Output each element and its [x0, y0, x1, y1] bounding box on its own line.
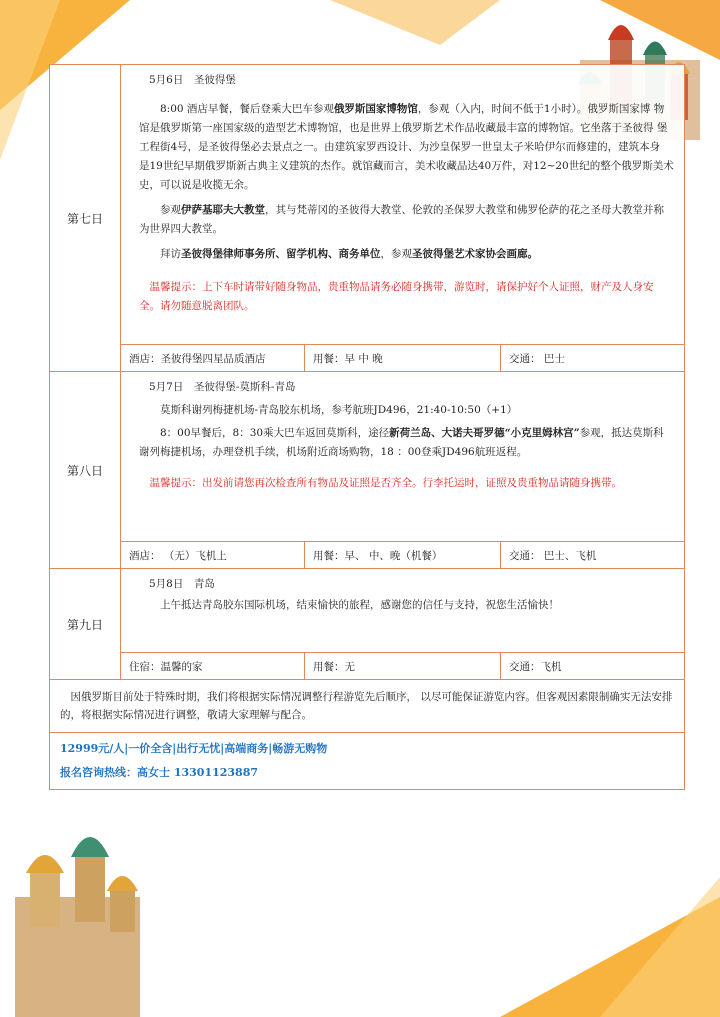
price-line: 12999元/人|一价全含|出行无忧|高端商务|畅游无购物: [60, 742, 328, 755]
day-row-7: [50, 65, 684, 372]
day-place: 圣彼得堡-莫斯科-青岛: [193, 381, 296, 393]
transport-cell: 交通： 巴士、飞机: [509, 549, 597, 562]
day-row-9: [50, 569, 684, 680]
hotel-cell: 住宿：温馨的家: [121, 653, 305, 679]
cathedral-bottom-left: [0, 817, 160, 1017]
highlight: 新荷兰岛、大诺夫哥罗德“小克里姆林宫”: [389, 427, 580, 439]
flight-info: 莫斯科谢列梅捷机场-青岛胶东机场，参考航班JD496，21:40-10:50（+1）: [160, 404, 518, 416]
day-row-8: [50, 372, 684, 569]
day-date: 5月6日: [149, 74, 184, 86]
day-footer: [121, 541, 684, 568]
meals-cell: 用餐：早、 中、晚（机餐）: [305, 542, 501, 568]
meals-cell: 用餐：早 中 晚: [305, 345, 501, 371]
day-date: 5月7日: [149, 381, 184, 393]
highlight: 伊萨基耶夫大教堂: [181, 204, 265, 216]
warning-text: 温馨提示：上下车时请带好随身物品，贵重物品请务必随身携带，游览时，请保护好个人证照，财产及人身安全。请勿随意脱离团队。: [139, 281, 654, 312]
day-footer: [121, 344, 684, 371]
day-place: 青岛: [193, 578, 215, 590]
day-content: [121, 65, 684, 344]
day-label: 第八日: [50, 372, 121, 568]
paragraph: 参观伊萨基耶夫大教堂，其与梵蒂冈的圣彼得大教堂、伦敦的圣保罗大教堂和佛罗伦萨的花之圣母大教堂并称为世界四大教堂。: [139, 204, 664, 235]
day-header: [139, 71, 674, 90]
highlight: 俄罗斯国家博物馆: [333, 103, 418, 115]
day-date: 5月8日: [149, 578, 184, 590]
itinerary-table: [49, 64, 685, 790]
orange-triangle-top: [330, 0, 500, 45]
paragraph: 拜访圣彼得堡律师事务所、留学机构、商务单位，参观圣彼得堡艺术家协会画廊。: [160, 248, 538, 260]
orange-triangle-bottom-light: [600, 877, 720, 1017]
bottom-right-decoration: [460, 877, 720, 1017]
hotel-cell: 酒店：圣彼得堡四星品质酒店: [121, 345, 305, 371]
highlight: 圣彼得堡律师事务所、留学机构、商务单位: [181, 248, 381, 260]
paragraph: 8：00早餐后，8：30乘大巴车返回莫斯科，途径新荷兰岛、大诺夫哥罗德“小克里姆林宫”参观，抵达莫斯科谢列梅捷机场，办理登机手续，机场附近商场购物，18 ：00登乘JD496航班返程。: [139, 427, 664, 458]
notice-text: 因俄罗斯目前处于特殊时期，我们将根据实际情况调整行程游览先后顺序， 以尽可能保证游览内容。但客观因素限制确实无法安排的，将根据实际情况进行调整，敬请大家理解与配合。: [50, 680, 684, 733]
day-place: 圣彼得堡: [193, 74, 236, 86]
warning-text: 温馨提示：出发前请您再次检查所有物品及证照是否齐全。行李托运时，证照及贵重物品请随身携带。: [149, 477, 622, 489]
day-content: [121, 372, 684, 541]
transport-cell: 交通：飞机: [509, 660, 562, 673]
meals-cell: 用餐：无: [305, 653, 501, 679]
paragraph: 8:00 酒店早餐，餐后登乘大巴车参观俄罗斯国家博物馆，参观（入内，时间不低于1小时）。俄罗斯国家博 物馆是俄罗斯第一座国家级的造型艺术博物馆，也是世界上俄罗斯艺术作品收藏最丰富的博物馆。它坐落于圣彼得 堡工程街4号，是圣彼得堡必去景点之一。由建筑家罗西设计、为沙皇保罗一世皇太子米哈伊尔而修建的，建筑本身 是19世纪早期俄罗斯新古典主义建筑的杰作。就馆藏而言，美术收藏品达40万件，对12~20世纪的整个俄罗斯美术 史，可以说是收揽无余。: [139, 103, 674, 191]
day-header: [139, 378, 674, 397]
transport-cell: 交通： 巴士: [509, 352, 565, 365]
paragraph: 上午抵达青岛胶东国际机场，结束愉快的旅程，感谢您的信任与支持，祝您生活愉快！: [160, 599, 559, 611]
day-footer: [121, 652, 684, 679]
day-content: [121, 569, 684, 652]
contact-hotline: 报名咨询热线：高女士 13301123887: [60, 766, 259, 779]
day-label: 第七日: [50, 65, 121, 371]
price-tagline: [50, 733, 684, 789]
hotel-cell: 酒店： （无）飞机上: [121, 542, 305, 568]
day-header: [139, 575, 674, 594]
highlight: 圣彼得堡艺术家协会画廊。: [412, 248, 538, 260]
day-label: 第九日: [50, 569, 121, 679]
